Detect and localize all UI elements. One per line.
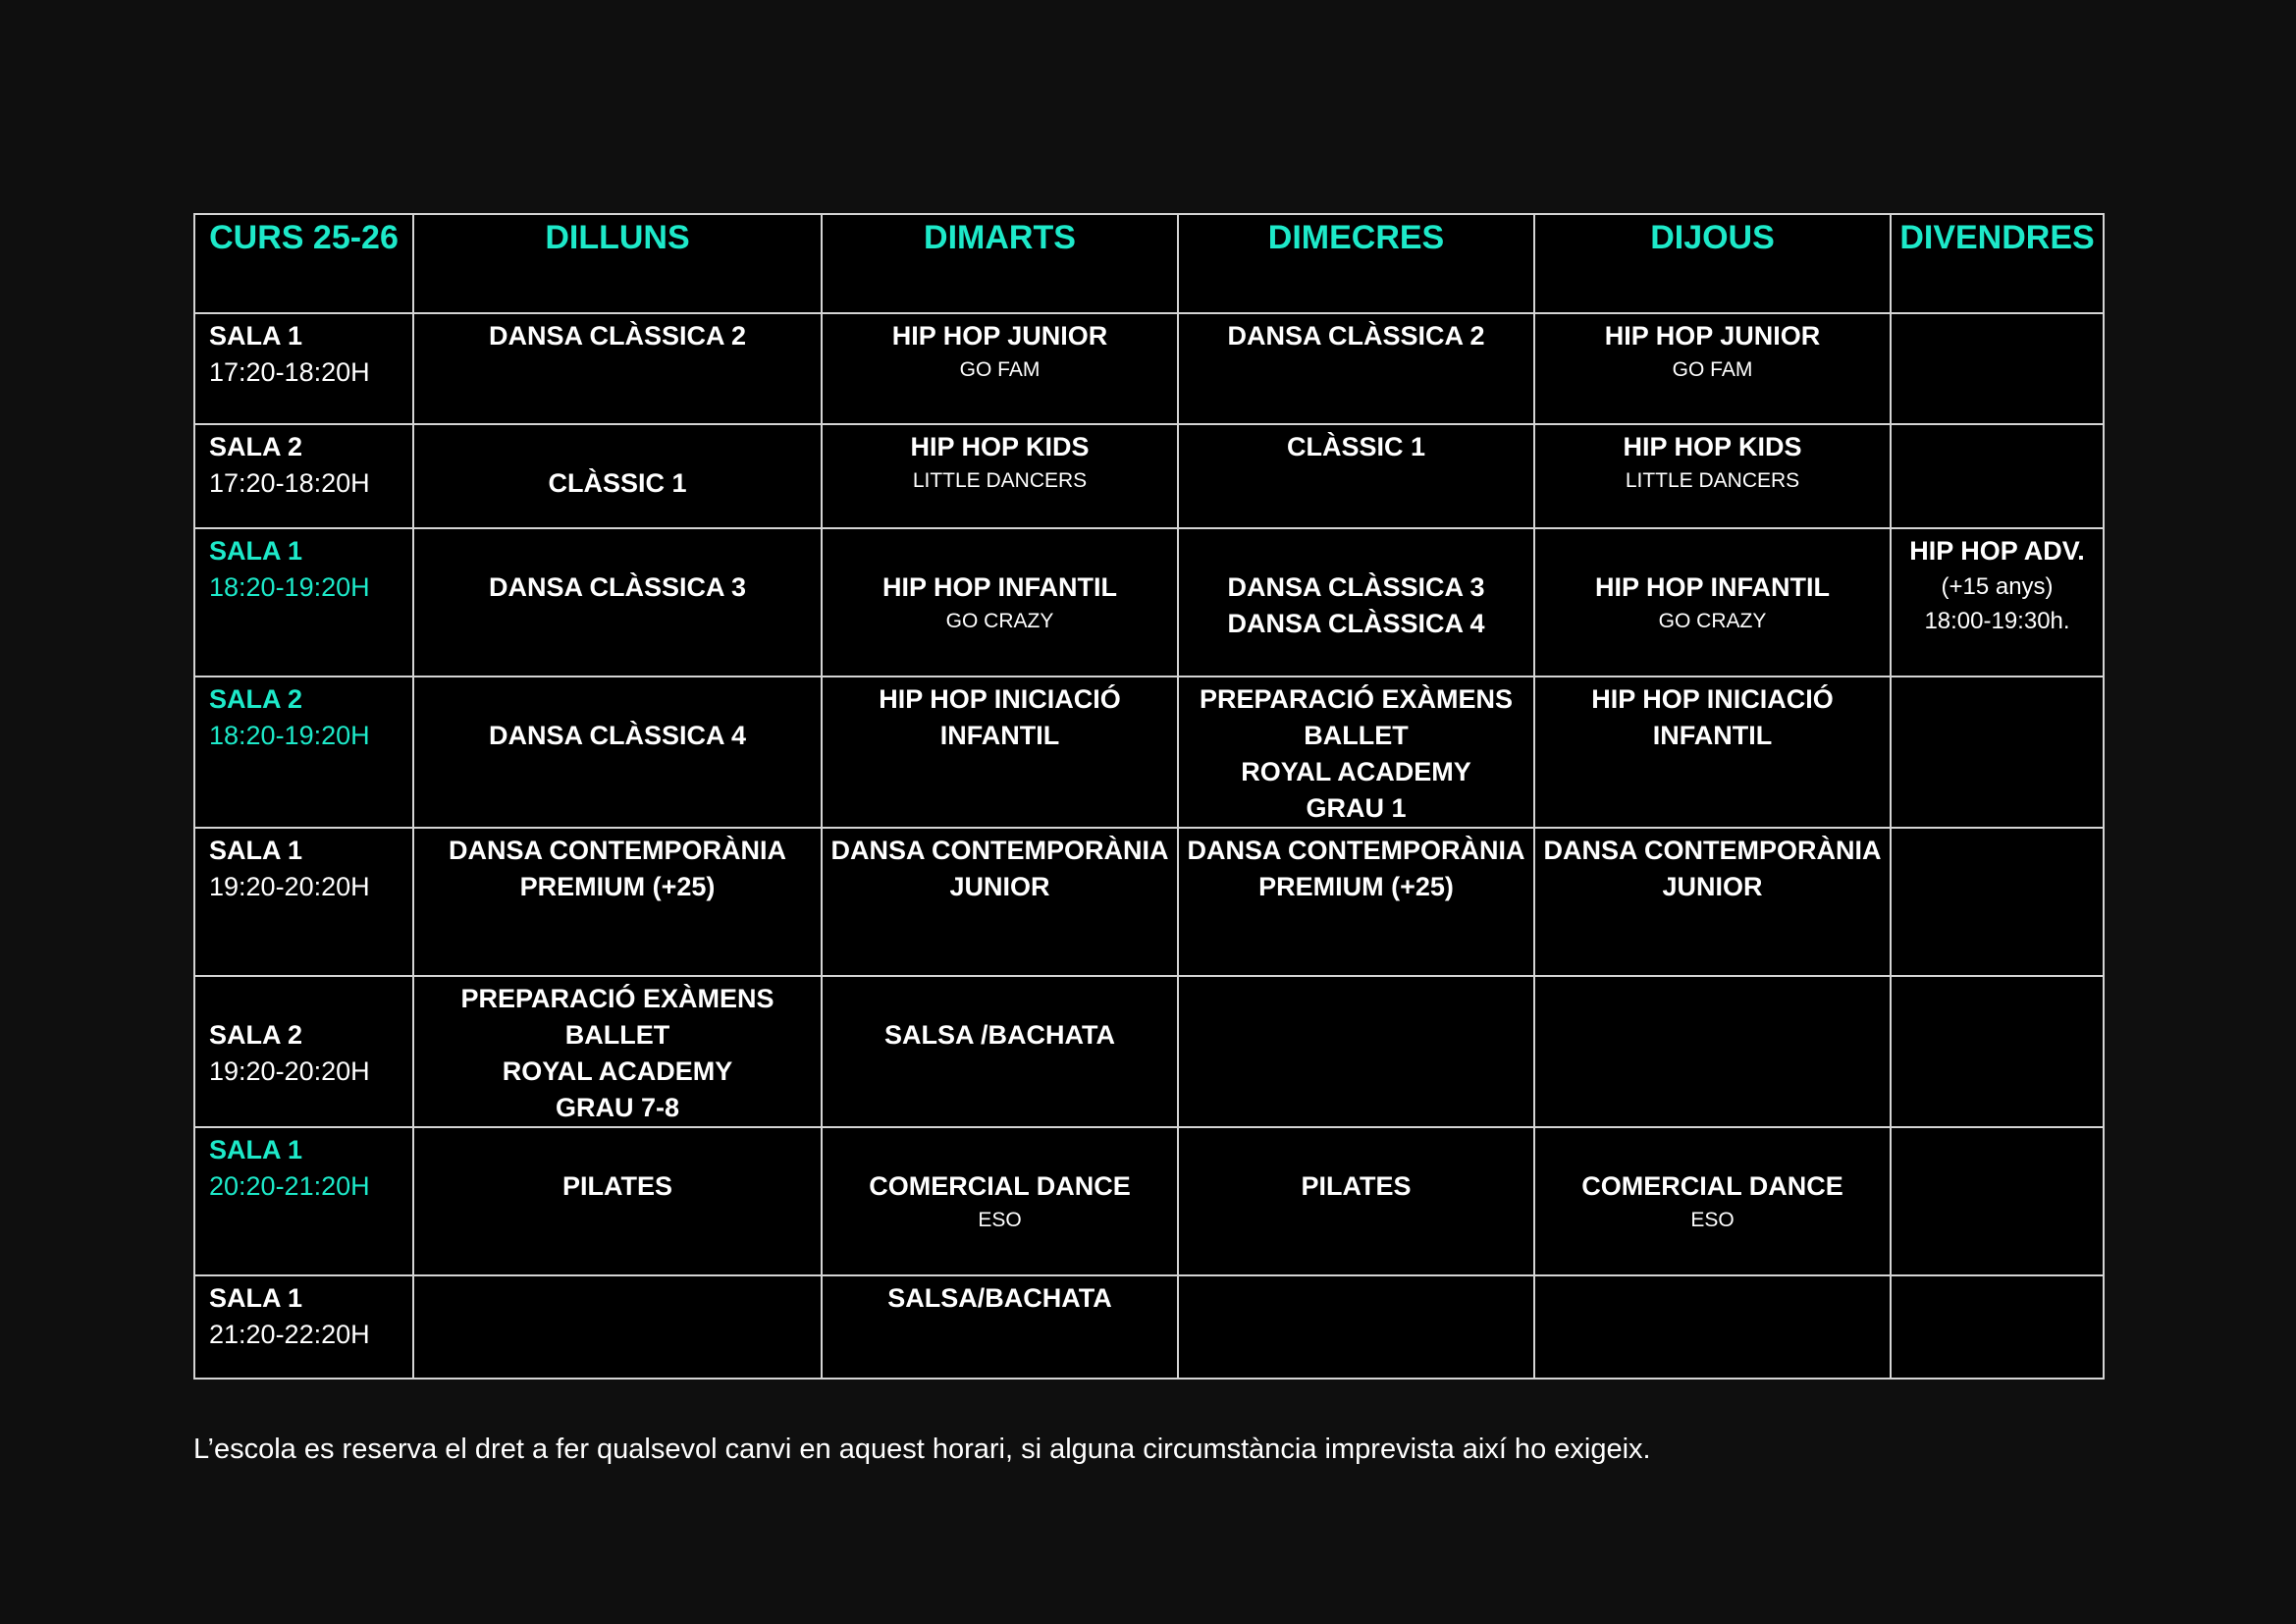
class-group: LITTLE DANCERS <box>1625 469 1800 492</box>
time-range: 18:20-19:20H <box>209 721 370 750</box>
schedule-row <box>194 976 2104 1127</box>
class-cell <box>822 424 1178 528</box>
class-cell <box>822 828 1178 976</box>
room-label: SALA 1 <box>209 1135 303 1164</box>
class-cell <box>1891 528 2104 677</box>
class-cell <box>413 976 822 1127</box>
class-title: CLÀSSIC 1 <box>548 468 687 498</box>
class-title: DANSA CONTEMPORÀNIA <box>449 836 786 865</box>
class-title: DANSA CLÀSSICA 3 <box>1227 572 1485 602</box>
class-cell <box>1534 528 1891 677</box>
empty-cell <box>1178 976 1534 1127</box>
time-range: 17:20-18:20H <box>209 357 370 387</box>
class-title: PREMIUM (+25) <box>519 872 716 901</box>
class-group: GO CRAZY <box>1658 610 1767 632</box>
schedule-row <box>194 677 2104 828</box>
time-range: 18:20-19:20H <box>209 572 370 602</box>
class-title: INFANTIL <box>1652 721 1773 750</box>
class-title: HIP HOP KIDS <box>910 432 1090 461</box>
class-title: SALSA/BACHATA <box>887 1283 1112 1313</box>
class-title: PILATES <box>1301 1171 1412 1201</box>
class-cell <box>1178 424 1534 528</box>
time-slot <box>194 677 413 828</box>
class-schedule-table <box>193 213 2105 1380</box>
class-title: PREMIUM (+25) <box>1258 872 1454 901</box>
room-label: SALA 2 <box>209 432 303 461</box>
class-title: HIP HOP INICIACIÓ <box>1591 684 1834 714</box>
schedule-row <box>194 313 2104 424</box>
time-range: 20:20-21:20H <box>209 1171 370 1201</box>
class-group: LITTLE DANCERS <box>912 469 1088 492</box>
class-title: DANSA CLÀSSICA 2 <box>488 321 747 351</box>
room-label: SALA 1 <box>209 836 303 865</box>
time-slot <box>194 528 413 677</box>
time-range: 19:20-20:20H <box>209 872 370 901</box>
empty-cell <box>1891 1275 2104 1379</box>
schedule-disclaimer: L’escola es reserva el dret a fer qualsevol canvi en aquest horari, si alguna circumstància imprevista així ho exigeix. <box>193 1434 1651 1465</box>
class-cell <box>1534 1127 1891 1275</box>
class-cell <box>1178 313 1534 424</box>
class-cell <box>822 313 1178 424</box>
class-title: GRAU 1 <box>1306 793 1407 823</box>
class-group: ESO <box>978 1209 1022 1231</box>
room-label: SALA 1 <box>209 321 303 351</box>
class-title: COMERCIAL DANCE <box>869 1171 1131 1201</box>
time-slot <box>194 1275 413 1379</box>
empty-cell <box>1891 828 2104 976</box>
time-slot <box>194 1127 413 1275</box>
class-cell <box>1534 313 1891 424</box>
class-group: GO FAM <box>959 358 1041 381</box>
class-cell <box>413 313 822 424</box>
class-title: GRAU 7-8 <box>555 1093 680 1122</box>
class-title: JUNIOR <box>949 872 1050 901</box>
class-cell <box>822 677 1178 828</box>
class-title: ROYAL ACADEMY <box>1241 757 1471 786</box>
class-group: GO FAM <box>1672 358 1753 381</box>
class-cell <box>413 828 822 976</box>
empty-cell <box>1891 1127 2104 1275</box>
class-title: HIP HOP INICIACIÓ <box>879 684 1121 714</box>
empty-cell <box>1891 313 2104 424</box>
time-slot <box>194 828 413 976</box>
day-header-thursday: DIJOUS <box>1534 214 1891 313</box>
class-title: PREPARACIÓ EXÀMENS <box>1199 684 1514 714</box>
class-title: HIP HOP KIDS <box>1623 432 1802 461</box>
class-title: DANSA CONTEMPORÀNIA <box>1543 836 1882 865</box>
class-cell <box>413 1127 822 1275</box>
class-title: DANSA CLÀSSICA 4 <box>488 721 747 750</box>
room-label: SALA 1 <box>209 536 303 566</box>
empty-cell <box>1891 976 2104 1127</box>
class-title: HIP HOP JUNIOR <box>891 321 1108 351</box>
header-row <box>194 214 2104 313</box>
class-title: PILATES <box>561 1171 672 1201</box>
class-title: BALLET <box>1304 721 1409 750</box>
class-title: COMERCIAL DANCE <box>1581 1171 1843 1201</box>
course-header: CURS 25-26 <box>194 214 413 313</box>
class-cell <box>1178 1127 1534 1275</box>
class-title: INFANTIL <box>939 721 1060 750</box>
class-cell <box>1534 677 1891 828</box>
day-header-tuesday: DIMARTS <box>822 214 1178 313</box>
schedule-row <box>194 528 2104 677</box>
class-group: GO CRAZY <box>945 610 1054 632</box>
class-title: ROYAL ACADEMY <box>502 1056 733 1086</box>
class-title: DANSA CLÀSSICA 2 <box>1227 321 1485 351</box>
empty-cell <box>1178 1275 1534 1379</box>
class-cell <box>822 528 1178 677</box>
class-cell <box>822 1275 1178 1379</box>
schedule-row <box>194 1127 2104 1275</box>
time-slot <box>194 976 413 1127</box>
class-title: HIP HOP JUNIOR <box>1604 321 1821 351</box>
class-title: HIP HOP ADV. <box>1909 536 2085 566</box>
day-header-friday: DIVENDRES <box>1891 214 2104 313</box>
room-label: SALA 1 <box>209 1283 303 1313</box>
class-cell <box>1178 828 1534 976</box>
schedule-row <box>194 1275 2104 1379</box>
class-title: SALSA /BACHATA <box>884 1020 1115 1050</box>
class-title: DANSA CONTEMPORÀNIA <box>830 836 1169 865</box>
empty-cell <box>1534 976 1891 1127</box>
class-cell <box>822 1127 1178 1275</box>
time-range: 21:20-22:20H <box>209 1320 370 1349</box>
empty-cell <box>1891 677 2104 828</box>
day-header-monday: DILLUNS <box>413 214 822 313</box>
class-cell <box>413 424 822 528</box>
class-title: HIP HOP INFANTIL <box>881 572 1118 602</box>
time-slot <box>194 313 413 424</box>
time-slot <box>194 424 413 528</box>
class-title: PREPARACIÓ EXÀMENS <box>460 984 774 1013</box>
class-cell <box>1178 677 1534 828</box>
class-title: DANSA CLÀSSICA 3 <box>488 572 747 602</box>
class-cell <box>413 528 822 677</box>
class-cell <box>1534 828 1891 976</box>
empty-cell <box>1534 1275 1891 1379</box>
schedule-row <box>194 424 2104 528</box>
class-cell <box>1534 424 1891 528</box>
class-note: 18:00-19:30h. <box>1924 608 2070 634</box>
class-title: HIP HOP INFANTIL <box>1594 572 1831 602</box>
class-group: ESO <box>1690 1209 1735 1231</box>
empty-cell <box>413 1275 822 1379</box>
class-note: (+15 anys) <box>1941 573 2054 600</box>
schedule-row <box>194 828 2104 976</box>
class-title: DANSA CONTEMPORÀNIA <box>1187 836 1525 865</box>
class-title: CLÀSSIC 1 <box>1286 432 1426 461</box>
class-title: BALLET <box>564 1020 670 1050</box>
class-title: JUNIOR <box>1662 872 1763 901</box>
class-title: DANSA CLÀSSICA 4 <box>1227 609 1485 638</box>
time-range: 17:20-18:20H <box>209 468 370 498</box>
class-cell <box>822 976 1178 1127</box>
class-cell <box>1178 528 1534 677</box>
empty-cell <box>1891 424 2104 528</box>
day-header-wednesday: DIMECRES <box>1178 214 1534 313</box>
room-label: SALA 2 <box>209 684 303 714</box>
room-label: SALA 2 <box>209 1020 303 1050</box>
time-range: 19:20-20:20H <box>209 1056 370 1086</box>
class-cell <box>413 677 822 828</box>
